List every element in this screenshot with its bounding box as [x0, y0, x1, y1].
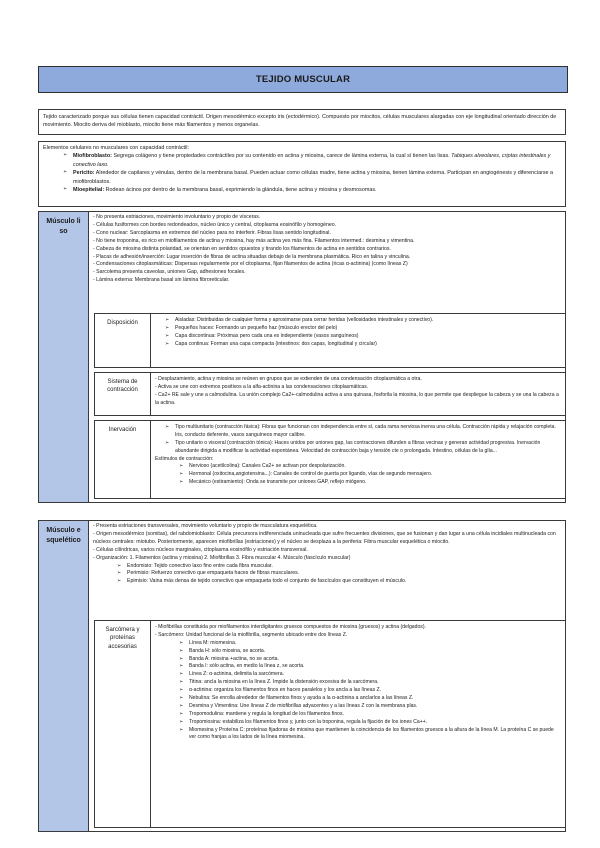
list-item: ➢ Pequeños haces: Formando un pequeño haz (músculo erector del pelo) — [155, 325, 562, 333]
list-item: - Activa se une con extremos positivos a la alfa-actinina a las condensaciones citoplasmáticas. — [155, 383, 369, 390]
sistema-contraccion-box — [94, 372, 566, 416]
sub-label: Inervación — [95, 421, 151, 498]
list-item: ➢ Desmina y Vimentina: Une líneas Z de miofibrillas adyacentes y a las líneas Z con la membrana plas. — [155, 703, 562, 711]
list-item: ➢ Banda H: sólo miosina, se acorta. — [155, 648, 562, 656]
list-item: ➢ Nebulina: Se enrolla alrededor de filamentos finos y ayuda a la α-actinina a anclarlos a las líneas Z. — [155, 695, 562, 703]
list-item: ➢ Tropomiosina: estabiliza los filamentos finos y, junto con la troponina, regula la fijación de los iones Ca++. — [155, 719, 562, 727]
list-item: ➢ Capa continua: Forman una capa compacta (intestinos: dos capas, longitudinal y circular) — [155, 341, 562, 349]
term-mioepitelial: Mioepitelial: — [73, 186, 105, 193]
list-item: ➢ Nervioso (acetilcolina): Canales Ca2+ se activan por despolarización. — [155, 463, 562, 471]
list-item: ➢ Línea Z: α-actinina, delimita la sarcómera. — [155, 671, 562, 679]
list-item: ➢ Endomisio: Tejido conectivo laxo fino entre cada fibra muscular. — [93, 563, 562, 571]
list-item: - No tiene troponina, es rico en miofilamentos de actina y miosina, hay más actina yes más fina. Filamentos intermed.: desmina y vimentina. — [93, 237, 415, 244]
section-label-text: Músculo esquelético — [46, 527, 81, 544]
list-item: - Cabeza de miosina distinta polaridad, se orientan en sentidos opuestos y tirando los filamentos de actina en sentidos contrarios. — [93, 245, 391, 252]
list-item: - Desplazamiento, actina y miosina se reúnen en grupos que se extienden de una condensación citoplasmática a otra. — [155, 376, 422, 382]
text: Rodean ácinos por dentro de la membrana basal, exprimiendo la glándula, tiene actina y miosina y desmosomas. — [105, 186, 377, 193]
list-item: - Miofibrillas constituida por miofilamentos interdigitantes gruesos compuestos de miosina (gruesos) y actina (delgados). — [155, 624, 426, 630]
list-item: ➢ Tipo unitario o visceral (contracción tónica): Haces unidos por uniones gap, las contracciones difunden a fibras vecinas y generan actividad progresiva. Inervación abundante dirigida a modificar la actividad espontánea. Velocidad de contracción baja y tensión cte o prolongada. Intestino, células de la glía... — [155, 440, 562, 456]
disposicion-list — [155, 317, 562, 349]
list-item: ➢ Tropomodulina: mantiene y regula la longitud de los filamentos finos. — [155, 711, 562, 719]
esqueletico-general-list — [93, 523, 562, 586]
list-item: ➢ α-actinina: organiza los filamentos finos en haces paralelos y los ancla a las líneas Z. — [155, 687, 562, 695]
sarcomera-list — [155, 624, 562, 742]
sub-label: Sarcómera y proteínas accesorias — [95, 621, 151, 827]
section-label — [39, 521, 89, 831]
text: Alrededor de capilares y vénulas, dentro de la membrana basal. Pueden actuar como células madre, tiene actina y miosina, tienen lámina externa. Participan en angiogénesis y diferenciarse a miofibroblastos. — [73, 170, 554, 185]
list-item: - Ca2+ RE sale y une a calmodulina. La unión complejo Ca2+-calmodulina activa a una quinasa, fosforila la miosina, lo que permite que despliegue la cabeza y se una la cabeza a la actina. — [155, 391, 559, 406]
list-item: ➢ Perimisio: Refuerzo conectivo que empaqueta haces de fibras musculares. — [93, 570, 562, 578]
list-item: - Placas de adhesión/inserción: Lugar inserción de fibras de actina situadas debajo de la membrana plasmática. Rico en talina y vinculina. — [93, 253, 411, 260]
non-muscular-elements-box — [38, 141, 566, 207]
page-title-text: TEJIDO MUSCULAR — [255, 74, 351, 85]
section-label-text: Músculo liso — [46, 218, 81, 235]
inervacion-list — [155, 424, 562, 487]
list-item: - Lámina externa: Membrana basal sin lámina fibroreticular. — [93, 277, 230, 284]
list-item: ➢ Hormonal (oxitocina,angiotensina...): Canales de control de puerta por ligando, vías de segundo mensajero. — [155, 471, 562, 479]
sub-label: Disposición — [95, 314, 151, 367]
list-item: - Sarcómero: Unidad funcional de la miofibrilla, segmento ubicado entre dos líneas Z. — [155, 631, 348, 638]
list-item: ➢ Banda I: sólo actina, en medio la línea z, se acorta. — [155, 663, 562, 671]
elements-heading: Elementos celulares no musculares con capacidad contráctil: — [43, 145, 189, 151]
sistema-list — [155, 376, 562, 408]
term-pericito: Pericito: — [73, 170, 95, 177]
list-item: - Células fusiformes con bordes redondeados, núcleo único y central, citoplasma eosinófilo y homogéneo. — [93, 221, 337, 228]
list-item: - Origen mesodérmico (somitas), del rabdomioblasto: Célula precursora indiferenciada uninucleada que sufre frecuentes divisiones, que se fusionan y dan lugar a una célula incidiales multinucleada con núcleos centrales: miotubo. Posteriormente, aparecen miofibrillas (estriaciones) y el núcleo se desplaza a la periferia: Fibra muscular esquelética o miocito. — [93, 530, 556, 545]
estimulos-heading: Estímulos de contracción: — [155, 455, 214, 462]
term-miofibroblasto: Miofibroblasto: — [73, 153, 112, 160]
list-item: ➢ Epimisio: Vaina más densa de tejido conectivo que empaqueta todo el conjunto de fascículos que constituyen el músculo. — [93, 578, 562, 586]
list-item — [43, 169, 561, 186]
disposicion-box — [94, 313, 566, 368]
sarcomera-box — [94, 620, 566, 828]
list-item: - Condensaciones citoplasmáticas: Dispersas regularmente por el citoplasma, fijan filamentos de actina (ricas α-actinina) (como líneas Z) — [93, 261, 408, 268]
inervacion-box — [94, 420, 566, 499]
list-item: - Sarcolema presenta caveolas, uniones Gap, adhesiones focales. — [93, 269, 246, 276]
list-item: - Organización: 1. Filamentos (actina y miosina) 2. Miofibrillas 3. Fibra muscular 4. Músculo (fascículo muscular) — [93, 554, 351, 561]
list-item: ➢ Línea M: miomesina. — [155, 640, 562, 648]
section-label — [39, 212, 89, 502]
list-item: - No presenta estriaciones, movimiento involuntario y propio de vísceras. — [93, 214, 261, 220]
list-item: ➢ Miomesina y Proteína C: proteínas fijadoras de miosina que mantienen la coincidencia de los filamentos gruesos a la altura de la línea M. La proteína C se puede ver como franjas a los lados de la línea miomesina. — [155, 727, 562, 743]
text: Segrega colágeno y tiene propiedades contráctiles por su contenido en actina y miosina, carece de lámina externa, la cual sí tienen las lisas. — [113, 153, 450, 160]
list-item: ➢ Mecánico (estiramiento): Onda se transmite por uniones GAP, reflejo miógeno. — [155, 479, 562, 487]
list-item: - Presenta estriaciones transversales, movimiento voluntario y propio de musculatura esquelética. — [93, 523, 318, 529]
list-item: ➢ Tipo multiunitario (contracción fásica): Fibras que funcionan con independencia entre sí, cada rama nerviosa inerva una célula. Contracción rápida y relajación completa. Iris, conducto deferente, vasos sanguíneos mayor calibre. — [155, 424, 562, 440]
italic-note: Tabiques alveolares, criptas intestinales y conectivo laxo. — [73, 153, 551, 168]
list-item: - Cono nuclear: Sarcoplasma en extremos del núcleo para no interferir. Fibras lisas sentido longitudinal. — [93, 229, 331, 236]
list-item — [43, 152, 561, 169]
liso-general-list — [93, 214, 562, 285]
list-item: ➢ Capa discontinua: Próximas pero cada una es independiente (vasos sanguíneos) — [155, 333, 562, 341]
list-item — [43, 186, 561, 194]
intro-paragraph: Tejido caracterizado porque sus células tienen capacidad contráctil. Origen mesodérmico excepto iris (ectodérmico). Compuesto por miocitos, células musculares alargadas con eje longitudinal orientado dirección de movimiento. Miocito deriva del mioblasto, miocito tiene más filamentos y menos organelas. — [38, 109, 566, 135]
list-item: ➢ Titina: ancla la miosina en la línea Z. Impide la distensión excesiva de la sarcómera. — [155, 679, 562, 687]
list-item: ➢ Banda A: miosina +actina, no se acorta. — [155, 656, 562, 664]
page-title — [38, 66, 568, 93]
sub-label: Sistema de contracción — [95, 373, 151, 415]
list-item: - Células cilíndricas, varios núcleos marginales, citoplasma eosinófilo y estriación transversal. — [93, 546, 308, 553]
list-item: ➢ Aisladas: Distribuidas de cualquier forma y aproximarse para cerrar heridas (vellosidades intestinales y conectivo). — [155, 317, 562, 325]
